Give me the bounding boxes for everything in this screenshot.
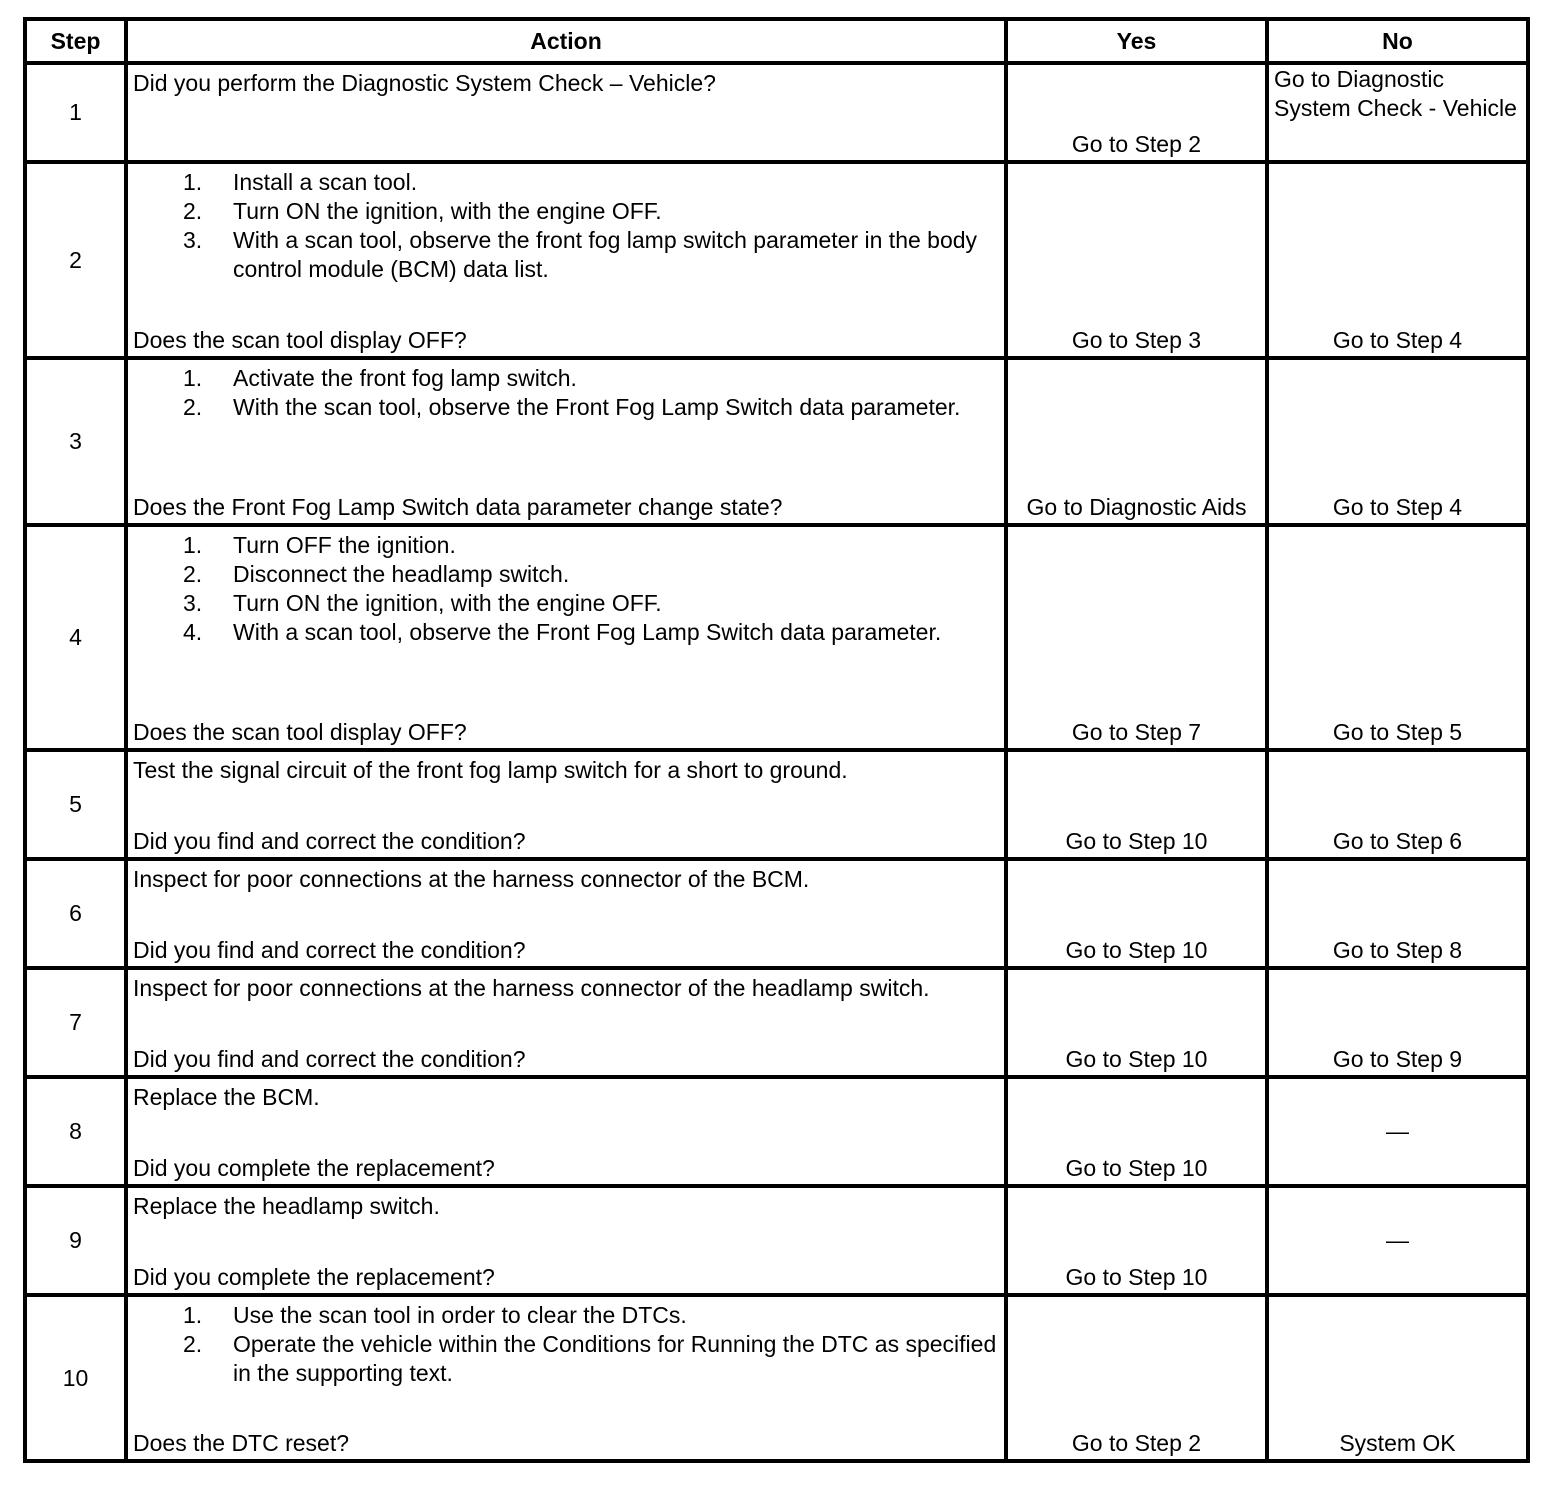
action-cell bbox=[126, 1186, 1006, 1295]
action-steps-list bbox=[133, 364, 1000, 422]
yes-outcome: Go to Diagnostic Aids bbox=[1006, 358, 1267, 525]
table-row bbox=[25, 1186, 1528, 1295]
action-cell bbox=[126, 1295, 1006, 1461]
action-step-text: Turn OFF the ignition. bbox=[233, 532, 456, 558]
action-question: Does the DTC reset? bbox=[133, 1430, 350, 1456]
action-step-item bbox=[133, 226, 1000, 284]
action-step-number: 4. bbox=[183, 619, 203, 645]
step-number: 8 bbox=[25, 1077, 126, 1186]
table-row bbox=[25, 859, 1528, 968]
action-step-text: Activate the front fog lamp switch. bbox=[233, 365, 577, 391]
header-action: Action bbox=[126, 19, 1006, 63]
no-outcome: Go to Step 9 bbox=[1267, 968, 1528, 1077]
action-step-text: Operate the vehicle within the Conditions for Running the DTC as specified in the supporting text. bbox=[233, 1331, 997, 1386]
action-step-text: Install a scan tool. bbox=[233, 169, 418, 195]
action-step-number: 3. bbox=[183, 590, 203, 616]
no-outcome: — bbox=[1267, 1186, 1528, 1295]
yes-outcome: Go to Step 10 bbox=[1006, 1186, 1267, 1295]
step-number: 3 bbox=[25, 358, 126, 525]
step-number: 9 bbox=[25, 1186, 126, 1295]
yes-outcome: Go to Step 10 bbox=[1006, 750, 1267, 859]
step-number: 10 bbox=[25, 1295, 126, 1461]
step-number: 5 bbox=[25, 750, 126, 859]
action-step-number: 1. bbox=[183, 365, 203, 391]
no-outcome: — bbox=[1267, 1077, 1528, 1186]
action-cell bbox=[126, 525, 1006, 750]
action-instruction: Did you perform the Diagnostic System Check – Vehicle? bbox=[133, 70, 716, 96]
action-cell bbox=[126, 358, 1006, 525]
action-step-item bbox=[133, 560, 1000, 589]
action-instruction: Replace the headlamp switch. bbox=[133, 1193, 440, 1219]
action-step-item bbox=[133, 531, 1000, 560]
action-step-item bbox=[133, 1301, 1000, 1330]
no-outcome: Go to Step 5 bbox=[1267, 525, 1528, 750]
no-outcome: Go to Step 8 bbox=[1267, 859, 1528, 968]
action-steps-list bbox=[133, 168, 1000, 284]
diagnostic-table bbox=[23, 17, 1530, 1463]
table-row bbox=[25, 1295, 1528, 1461]
yes-outcome: Go to Step 10 bbox=[1006, 859, 1267, 968]
header-yes: Yes bbox=[1006, 19, 1267, 63]
action-cell bbox=[126, 859, 1006, 968]
table-row bbox=[25, 358, 1528, 525]
action-step-item bbox=[133, 393, 1000, 422]
action-step-number: 2. bbox=[183, 198, 203, 224]
action-step-item bbox=[133, 589, 1000, 618]
action-instruction: Inspect for poor connections at the harness connector of the headlamp switch. bbox=[133, 975, 930, 1001]
action-step-number: 2. bbox=[183, 394, 203, 420]
action-steps-list bbox=[133, 531, 1000, 647]
action-step-number: 3. bbox=[183, 227, 203, 253]
yes-outcome: Go to Step 7 bbox=[1006, 525, 1267, 750]
no-outcome: Go to Step 6 bbox=[1267, 750, 1528, 859]
action-instruction: Inspect for poor connections at the harness connector of the BCM. bbox=[133, 866, 810, 892]
action-steps-list bbox=[133, 1301, 1000, 1388]
action-step-item bbox=[133, 364, 1000, 393]
header-step: Step bbox=[25, 19, 126, 63]
action-step-text: Use the scan tool in order to clear the DTCs. bbox=[233, 1302, 687, 1328]
yes-outcome: Go to Step 3 bbox=[1006, 162, 1267, 358]
action-cell bbox=[126, 63, 1006, 162]
yes-outcome: Go to Step 2 bbox=[1006, 63, 1267, 162]
action-cell bbox=[126, 162, 1006, 358]
table-header-row bbox=[25, 19, 1528, 63]
table-body bbox=[25, 63, 1528, 1461]
step-number: 1 bbox=[25, 63, 126, 162]
action-step-number: 2. bbox=[183, 561, 203, 587]
action-question: Did you find and correct the condition? bbox=[133, 1046, 526, 1072]
table-row bbox=[25, 750, 1528, 859]
table-row bbox=[25, 1077, 1528, 1186]
action-cell bbox=[126, 968, 1006, 1077]
table-row bbox=[25, 63, 1528, 162]
action-step-text: Turn ON the ignition, with the engine OFF. bbox=[233, 590, 662, 616]
yes-outcome: Go to Step 2 bbox=[1006, 1295, 1267, 1461]
action-step-item bbox=[133, 618, 1000, 647]
action-instruction: Test the signal circuit of the front fog lamp switch for a short to ground. bbox=[133, 757, 848, 783]
action-question: Does the scan tool display OFF? bbox=[133, 719, 467, 745]
step-number: 2 bbox=[25, 162, 126, 358]
action-question: Did you complete the replacement? bbox=[133, 1155, 495, 1181]
action-step-item bbox=[133, 168, 1000, 197]
step-number: 7 bbox=[25, 968, 126, 1077]
action-step-item bbox=[133, 197, 1000, 226]
step-number: 4 bbox=[25, 525, 126, 750]
action-instruction: Replace the BCM. bbox=[133, 1084, 320, 1110]
no-outcome: Go to Diagnostic System Check - Vehicle bbox=[1267, 63, 1528, 162]
no-outcome: System OK bbox=[1267, 1295, 1528, 1461]
table-row bbox=[25, 162, 1528, 358]
action-cell bbox=[126, 750, 1006, 859]
action-step-text: With the scan tool, observe the Front Fog Lamp Switch data parameter. bbox=[233, 394, 961, 420]
action-step-number: 1. bbox=[183, 532, 203, 558]
yes-outcome: Go to Step 10 bbox=[1006, 968, 1267, 1077]
action-question: Does the Front Fog Lamp Switch data parameter change state? bbox=[133, 494, 783, 520]
no-outcome: Go to Step 4 bbox=[1267, 162, 1528, 358]
action-step-number: 1. bbox=[183, 1302, 203, 1328]
no-outcome: Go to Step 4 bbox=[1267, 358, 1528, 525]
yes-outcome: Go to Step 10 bbox=[1006, 1077, 1267, 1186]
action-step-item bbox=[133, 1330, 1000, 1388]
action-step-number: 2. bbox=[183, 1331, 203, 1357]
action-question: Does the scan tool display OFF? bbox=[133, 327, 467, 353]
step-number: 6 bbox=[25, 859, 126, 968]
action-step-number: 1. bbox=[183, 169, 203, 195]
table-row bbox=[25, 525, 1528, 750]
action-step-text: Turn ON the ignition, with the engine OFF. bbox=[233, 198, 662, 224]
table-row bbox=[25, 968, 1528, 1077]
action-question: Did you complete the replacement? bbox=[133, 1264, 495, 1290]
header-no: No bbox=[1267, 19, 1528, 63]
action-question: Did you find and correct the condition? bbox=[133, 937, 526, 963]
action-cell bbox=[126, 1077, 1006, 1186]
action-question: Did you find and correct the condition? bbox=[133, 828, 526, 854]
action-step-text: With a scan tool, observe the Front Fog Lamp Switch data parameter. bbox=[233, 619, 942, 645]
action-step-text: Disconnect the headlamp switch. bbox=[233, 561, 570, 587]
action-step-text: With a scan tool, observe the front fog lamp switch parameter in the body control module (BCM) data list. bbox=[233, 227, 978, 282]
